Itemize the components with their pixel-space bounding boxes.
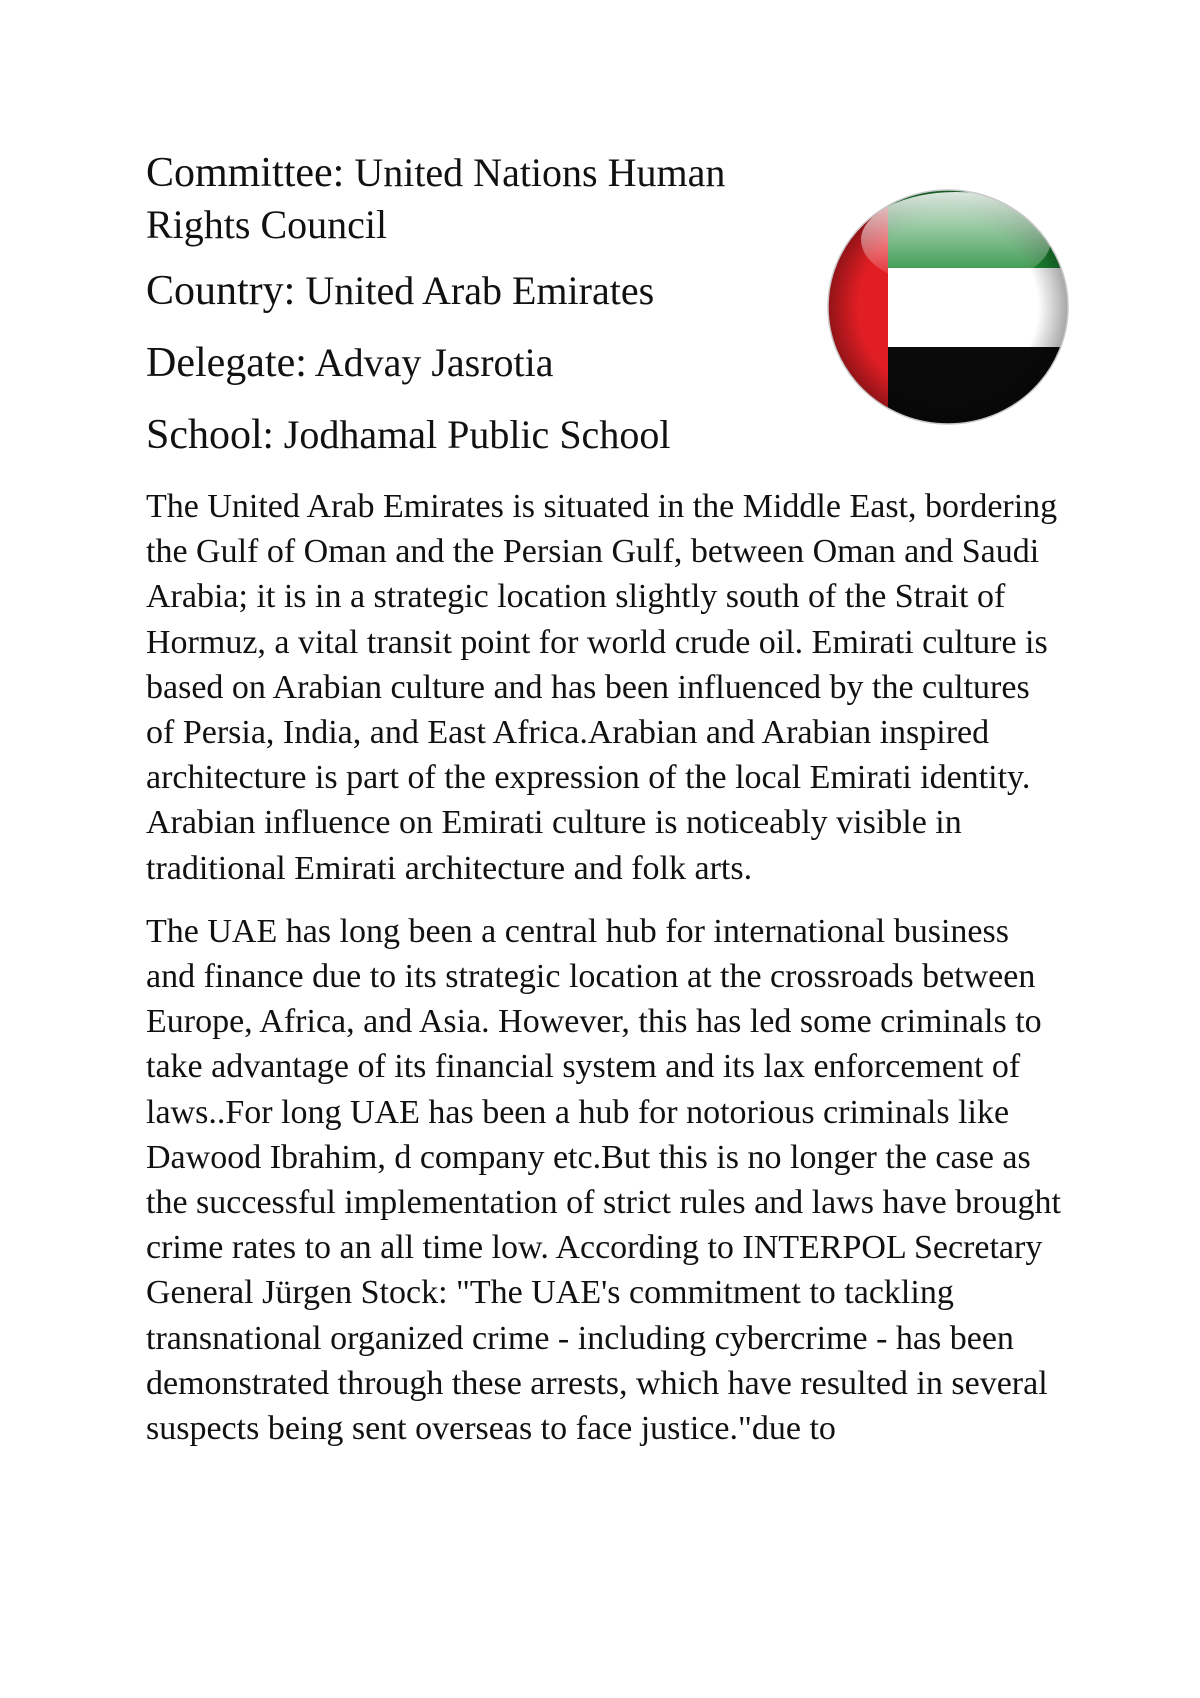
uae-flag-icon: [826, 188, 1070, 426]
country-value: United Arab Emirates: [295, 268, 655, 313]
school-value: : Jodhamal Public School: [262, 412, 671, 457]
country-field: [146, 265, 786, 317]
delegate-field: [146, 337, 786, 389]
paragraph-geography-culture: The United Arab Emirates is situated in the Middle East, bordering the Gulf of Oman and the Persian Gulf, between Oman and Saudi Arabia; it is in a strategic location slightly south of the Strait of Hormuz, a vital transit point for world crude oil. Emirati culture is based on Arabian culture and has been influenced by the cultures of Persia, India, and East Africa.Arabian and Arabian inspired architecture is part of the expression of the local Emirati identity. Arabian influence on Emirati culture is noticeably visible in traditional Emirati architecture and folk arts.: [146, 488, 1058, 887]
paragraph-crime-finance: The UAE has long been a central hub for international business and finance due to its strategic location at the crossroads between Europe, Africa, and Asia. However, this has led some criminals to take advantage of its financial system and its lax enforcement of laws..For long UAE has been a hub for notorious criminals like Dawood Ibrahim, d company etc.But this is no longer the case as the successful implementation of strict rules and laws have brought crime rates to an all time low. According to INTERPOL Secretary General Jürgen Stock: "The UAE's commitment to tackling transnational organized crime - including cybercrime - has been demonstrated through these arrests, which have resulted in several suspects being sent overseas to face justice."due to: [146, 912, 1061, 1448]
country-label: Country:: [146, 268, 296, 314]
committee-label: Committee:: [146, 150, 345, 196]
document-body: [146, 484, 1066, 1469]
committee-value: United Nations Human Rights Council: [146, 150, 726, 247]
flag-gloss: [861, 192, 1051, 288]
committee-field: [146, 147, 786, 251]
position-paper-header: [146, 147, 786, 461]
delegate-label: Delegate:: [146, 340, 307, 386]
delegate-value: Advay Jasrotia: [306, 340, 554, 385]
school-label: School: [146, 412, 263, 458]
school-field: [146, 409, 786, 461]
